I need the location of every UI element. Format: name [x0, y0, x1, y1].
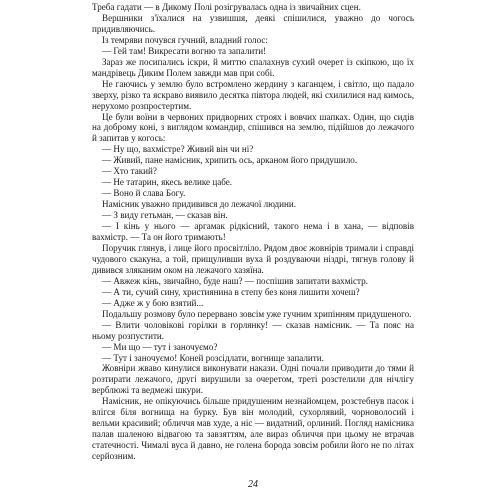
paragraph: Треба гадати — в Дикому Полі розігрувалась одна із звичайних сцен. [92, 2, 361, 12]
dialogue-line: — І кінь у нього — аргамак рідкісний, такого нема і в хана, — відповів вахмістр. — Та он його тримають! [92, 221, 414, 243]
dialogue-line: — Ми що — тут і заночуємо? [102, 341, 218, 352]
paragraph: Вершники з'їхалися на узвишшя, деякі спішилися, уважно до чогось придивляючись. [92, 12, 414, 34]
paragraph: Жовніри жваво кинулися виконувати накази. Одні почали приводити до тями й розтирати лежачого, другі вирушили за очеретом, треті розстелили для нічлігу верблюжі та ведмежі шкури. [92, 363, 414, 396]
paragraph: Це були воїни в червоних придворних строях і вовчих шапках. Один, що сидів на доброму коні, з виглядом командир, спішився на землю, підійшов до лежачого й запитав у когось: [92, 111, 414, 144]
dialogue-line: — Ну що, вахмістре? Живий він чи ні? [102, 144, 254, 155]
dialogue-line: — Авжеж кінь, звичайно, буде наш? — поспішив запитати вахмістр. [102, 275, 368, 286]
paragraph: Не гаючись у землю було встромлено жердину з каганцем, і світло, що падало зверху, різко та яскраво виявило десятка півтора людей, які схилилися над кимось, нерухомо розпростертим. [92, 78, 414, 111]
paragraph: Подальшу розмову було перервано зовсім уже гучним хрипінням придушеного. [102, 308, 412, 319]
dialogue-line: — Живий, пане намісник, хрипить ось, арканом його придушило. [102, 155, 358, 166]
paragraph: Намісник, не опікуючись більше придушеним незнайомцем, розстебнув пасок і влігся біля вогнища на бурку. Був він молодий, сухорлявий, чорноволосий і вельми красивий; обличчя мав худе, а ніс — видатний, орлиний. Погляд намісника палав шаленою відвагою та завзяттям, але вираз обличчя при цьому не втрачав статечності. Чималі вуса й давно, не голена борода зовсім робили його не по літах серйозним. [92, 396, 414, 462]
dialogue-line: — Гей там! Викресати вогню та запалити! [102, 45, 267, 56]
dialogue-line: — Воно й слава Богу. [102, 188, 186, 199]
dialogue-line: — З виду гетьман, — сказав він. [102, 210, 228, 221]
paragraph: Поручик глянув, і лице його просвітліло. Рядом двоє жовнірів тримали і справді чудового скакуна, а той, прищуливши вуха й роздуваючи ніздрі, тягнув голову й дивився зляканим оком на лежачого хазяїна. [92, 242, 414, 275]
paragraph: Намісник уважно придивився до лежачої людини. [102, 199, 297, 210]
paragraph: Зараз же посипались іскри, й миттю спалахнув сухий очерет із скіпкою, що їх мандрівець Диким Полем завжди мав при собі. [92, 56, 414, 78]
dialogue-line: — Адже ж у бою взятий... [102, 297, 204, 308]
dialogue-line: — А ти, сучий сину, християнина в степу без коня лишити хочеш? [102, 286, 360, 297]
dialogue-line: — Тут і заночуємо! Коней розсідлати, вогнище запалити. [102, 352, 324, 363]
page-number: 24 [248, 479, 258, 490]
book-page [92, 2, 414, 496]
dialogue-line: — Не татарин, якесь велике цабе. [102, 177, 233, 188]
paragraph: Із темряви почувся гучний, владний голос: [102, 34, 268, 45]
dialogue-line: — Влити чоловікові горілки в горлянку! — сказав намісник. — Та пояс на ньому розпустити. [92, 319, 414, 341]
dialogue-line: — Хто такий? [102, 166, 157, 177]
page-text [92, 2, 414, 462]
